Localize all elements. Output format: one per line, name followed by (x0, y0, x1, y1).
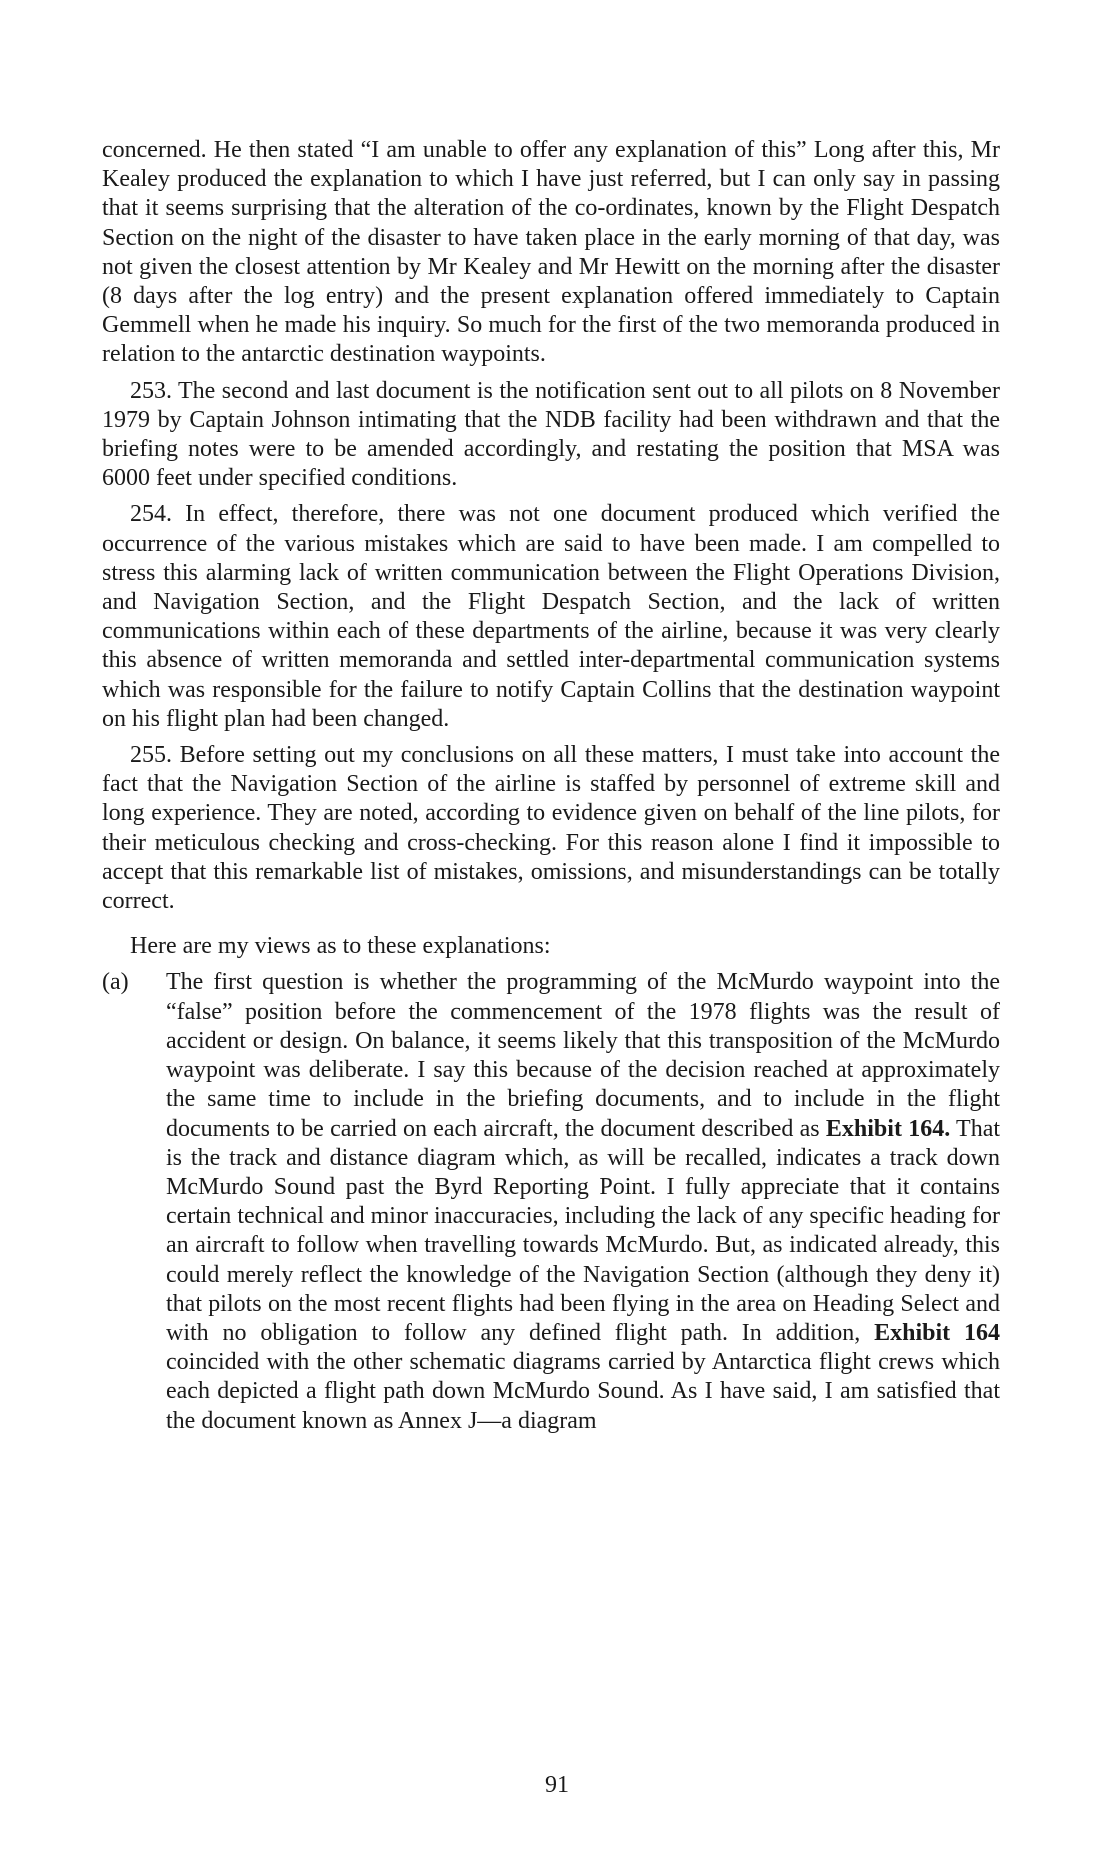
list-item-marker: (a) (102, 969, 129, 996)
paragraph-254: 254. In effect, therefore, there was not one document produced which verified the occurrence of the various mistakes which are said to have been made. I am compelled to stress this alarming lack of written communication between the Flight Operations Division, and Navigation Section, and the Flight Despatch Section, and the lack of written communications within each of these departments of the airline, because it was very clearly this absence of written memoranda and settled inter-departmental communication systems which was responsible for the failure to notify Captain Collins that the destination waypoint on his flight plan had been changed. (102, 501, 1000, 732)
list-item-body (166, 968, 1000, 1435)
paragraph-255: 255. Before setting out my conclusions on all these matters, I must take into account the fact that the Navigation Section of the airline is staffed by personnel of extreme skill and long experience. They are noted, according to evidence given on behalf of the line pilots, for their meticulous checking and cross-checking. For this reason alone I find it impossible to accept that this remarkable list of mistakes, omissions, and misunderstandings can be totally correct. (102, 742, 1000, 915)
views-lead-in: Here are my views as to these explanations: (130, 933, 551, 960)
item-a-text-part-1: The first question is whether the programming of the McMurdo waypoint into the “false” position before the commencement of the 1978 flights was the result of accident or design. On balance, it seems likely that this transposition of the McMurdo waypoint was deliberate. I say this because of the decision reached at approximately the same time to include in the briefing documents, and to include in the flight documents to be carried on each aircraft, the document described as (166, 969, 1000, 1142)
paragraph-continuation: concerned. He then stated “I am unable to offer any explanation of this” Long after this, Mr Kealey produced the explanation to which I have just referred, but I can only say in passing that it seems surprising that the alteration of the co-ordinates, known by the Flight Despatch Section on the night of the disaster to have taken place in the early morning of that day, was not given the closest attention by Mr Kealey and Mr Hewitt on the morning after the disaster (8 days after the log entry) and the present explanation offered immediately to Captain Gemmell when he made his inquiry. So much for the first of the two memoranda produced in relation to the antarctic destination waypoints. (102, 137, 1000, 368)
item-a-text-part-3: coincided with the other schematic diagrams carried by Antarctica flight crews which each depicted a flight path down McMurdo Sound. As I have said, I am satisfied that the document known as Annex J—a diagram (166, 1349, 1000, 1434)
item-a-text-part-2: That is the track and distance diagram which, as will be recalled, indicates a track down McMurdo Sound past the Byrd Reporting Point. I fully appreciate that it contains certain technical and minor inaccuracies, including the lack of any specific heading for an aircraft to follow when travelling towards McMurdo. But, as indicated already, this could merely reflect the knowledge of the Navigation Section (although they deny it) that pilots on the most recent flights had been flying in the area on Heading Select and with no obligation to follow any defined flight path. In addition, (166, 1115, 1001, 1346)
page-number: 91 (545, 1772, 569, 1798)
paragraph-253: 253. The second and last document is the notification sent out to all pilots on 8 November 1979 by Captain Johnson intimating that the NDB facility had been withdrawn and that the briefing notes were to be amended accordingly, and restating the position that MSA was 6000 feet under specified conditions. (102, 377, 1000, 492)
list-item-a (102, 968, 1000, 1435)
document-page (102, 136, 1000, 1436)
exhibit-164-reference-2: Exhibit 164 (874, 1319, 1001, 1346)
exhibit-164-reference: Exhibit 164. (825, 1115, 951, 1142)
